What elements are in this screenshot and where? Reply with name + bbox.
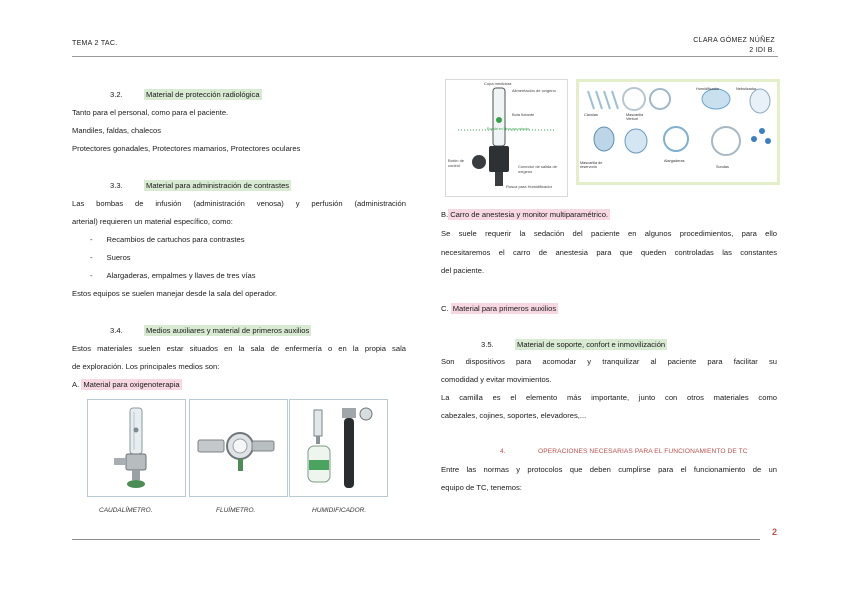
s32-line-1: Tanto para el personal, como para el paciente. xyxy=(72,108,229,117)
label-conector: Conector de salida de oxígeno xyxy=(518,164,557,174)
label-copa: Copa medidora xyxy=(484,81,512,86)
s34-line-2: de exploración. Los principales medios son: xyxy=(72,362,220,371)
s33-line-1: Las bombas de infusión (administración venosa) y perfusión (administración xyxy=(72,199,406,208)
s33-list-item-2: - Sueros xyxy=(90,253,131,262)
label-escala: Escala en litros por minuto xyxy=(486,127,530,131)
s35-line-3: La camilla es el elemento más importante, junto con otros materiales como xyxy=(441,393,777,402)
s35-line-1: Son dispositivos para acomodar y tranquilizar al paciente para facilitar su xyxy=(441,357,777,366)
label-alimentacion: Alimentación de oxígeno xyxy=(512,88,556,93)
humidifier-photo xyxy=(289,399,388,497)
fluid-meter-photo xyxy=(189,399,288,497)
running-header-author: CLARA GÓMEZ NÚÑEZ xyxy=(693,37,775,44)
caption-humidifier: HUMIDIFICADOR. xyxy=(312,507,367,514)
s34-line-1: Estos materiales suelen estar situados en la sala de enfermería o en la propia sala xyxy=(72,344,406,353)
s4-line-1: Entre las normas y protocolos que deben cumplirse para el funcionamiento de un xyxy=(441,465,777,474)
s4-line-2: equipo de TC, tenemos: xyxy=(441,483,522,492)
caption-flowmeter: CAUDALÍMETRO. xyxy=(99,507,153,514)
oxygen-kit-image xyxy=(576,79,780,185)
flowmeter-photo xyxy=(87,399,186,497)
kit-label-humidificador: Humidificador xyxy=(696,87,720,91)
item-c-title: Material para primeros auxilios xyxy=(452,304,557,313)
s32-line-3: Protectores gonadales, Protectores mamarios, Protectores oculares xyxy=(72,144,301,153)
page-number: 2 xyxy=(771,527,777,537)
kit-label-alargaderas: Alargaderas xyxy=(664,159,685,163)
oxygen-therapy-title: Material para oxigenoterapia xyxy=(83,380,180,389)
label-bola: Bola flotante xyxy=(512,112,535,117)
kit-label-canulas: Cánulas xyxy=(584,113,598,117)
section-3-3-heading: 3.3. Material para administración de contrastes xyxy=(110,181,290,190)
header-rule xyxy=(72,56,778,57)
b-line-3: del paciente. xyxy=(441,266,485,275)
s33-line-2: arterial) requieren un material específico, como: xyxy=(72,217,233,226)
running-header-title: TEMA 2 TAC. xyxy=(72,40,118,47)
s34-item-a: A. Material para oxigenoterapia xyxy=(72,380,180,389)
label-boton: Botón de control xyxy=(448,158,465,168)
section-4-heading: 4. OPERACIONES NECESARIAS PARA EL FUNCIONAMIENTO DE TC xyxy=(500,448,748,455)
s33-list-item-1: - Recambios de cartuchos para contrastes xyxy=(90,235,245,244)
s35-line-2: comodidad y evitar movimientos. xyxy=(441,375,552,384)
item-b-title: Carro de anestesia y monitor multiparamétrico. xyxy=(450,210,609,219)
s33-end: Estos equipos se suelen manejar desde la sala del operador. xyxy=(72,289,278,298)
section-3-3-title: Material para administración de contrastes xyxy=(146,181,290,190)
kit-label-reservorio: Mascarilla de reservorio xyxy=(580,161,603,169)
section-3-5-heading: 3.5. Material de soporte, confort e inmovilización xyxy=(481,340,666,349)
section-3-5-title: Material de soporte, confort e inmovilización xyxy=(517,340,666,349)
item-b-heading: B. Carro de anestesia y monitor multiparamétrico. xyxy=(441,210,609,219)
section-3-4-heading: 3.4. Medios auxiliares y material de primeros auxilios xyxy=(110,326,310,335)
section-3-2-heading: 3.2. Material de protección radiológica xyxy=(110,90,260,99)
label-rosca: Rosca para Humidificador xyxy=(506,184,553,189)
s33-list-item-3: - Alargaderas, empalmes y llaves de tres vías xyxy=(90,271,256,280)
running-header-course: 2 IDI B. xyxy=(749,47,775,54)
kit-label-venturi: Mascarilla Venturi xyxy=(626,113,644,121)
flowmeter-diagram xyxy=(445,79,568,197)
kit-label-nebulizador: Nebulizador xyxy=(736,87,757,91)
item-c-heading: C. Material para primeros auxilios xyxy=(441,304,557,313)
kit-label-sondas: Sondas xyxy=(716,165,729,169)
b-line-1: Se suele requerir la sedación del paciente en algunos procedimientos, para ello xyxy=(441,229,777,238)
section-3-2-title: Material de protección radiológica xyxy=(146,90,260,99)
s35-line-4: cabezales, cojines, soportes, elevadores,... xyxy=(441,411,587,420)
section-3-4-title: Medios auxiliares y material de primeros auxilios xyxy=(146,326,310,335)
section-4-title: OPERACIONES NECESARIAS PARA EL FUNCIONAMIENTO DE TC xyxy=(538,448,748,455)
footer-rule xyxy=(72,539,760,540)
caption-fluidmeter: FLUÍMETRO. xyxy=(216,507,256,514)
b-line-2: necesitaremos el carro de anestesia para que queden controladas las constantes xyxy=(441,248,777,257)
s32-line-2: Mandiles, faldas, chalecos xyxy=(72,126,162,135)
